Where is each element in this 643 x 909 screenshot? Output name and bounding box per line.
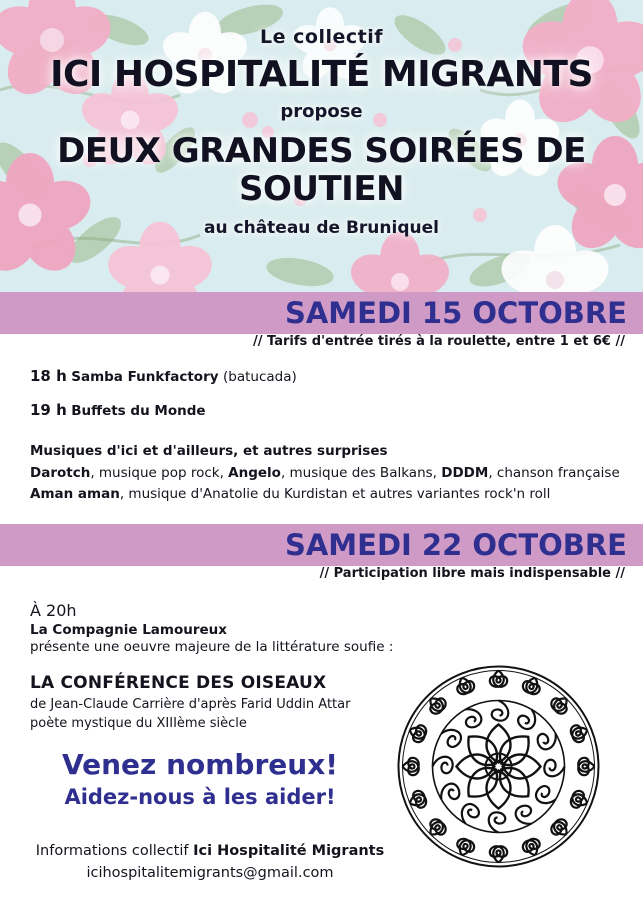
- artist-angelo: Angelo: [228, 465, 281, 482]
- subtitle: [0, 132, 643, 208]
- credit-line-2: poète mystique du XIIIème siècle: [30, 715, 247, 731]
- date-band-2: [0, 524, 643, 566]
- event-time: À 20h: [30, 601, 77, 620]
- contact-line: [0, 843, 420, 859]
- page-title: ICI HOSPITALITÉ MIGRANTS: [50, 54, 593, 95]
- date-label-2: SAMEDI 22 OCTOBRE: [284, 528, 627, 562]
- price-note-1: // Tarifs d'entrée tirés à la roulette, entre 1 et 6€ //: [253, 334, 625, 349]
- list-item: [30, 401, 643, 419]
- artist-aman-aman-desc: , musique d'Anatolie du Kurdistan et autres variantes rock'n roll: [119, 485, 551, 502]
- work-title: LA CONFÉRENCE DES OISEAUX: [30, 673, 327, 693]
- work-credit: [30, 696, 410, 734]
- propose-line: propose: [280, 101, 363, 122]
- event-description: présente une oeuvre majeure de la littérature soufie :: [30, 639, 394, 655]
- participation-note-2: // Participation libre mais indispensable //: [319, 566, 625, 581]
- date-label-1: SAMEDI 15 OCTOBRE: [284, 296, 627, 330]
- event-details-2: [0, 601, 410, 734]
- artist-darotch-desc: , musique pop rock,: [90, 465, 229, 482]
- blurb-heading: Musiques d'ici et d'ailleurs, et autres surprises: [30, 443, 388, 459]
- contact-email[interactable]: icihospitalitemigrants@gmail.com: [86, 865, 334, 881]
- event-section-1: [0, 334, 643, 504]
- call-to-action: [0, 748, 400, 809]
- act-hour: 18 h: [30, 367, 67, 385]
- artist-darotch: Darotch: [30, 465, 91, 482]
- act-name: Buffets du Monde: [71, 403, 206, 419]
- act-extra: (batucada): [222, 369, 297, 385]
- artist-dddm-desc: , chanson française: [488, 465, 620, 482]
- company-name: La Compagnie Lamoureux: [30, 622, 227, 638]
- subtitle-line-1: DEUX GRANDES SOIRÉES DE: [57, 131, 586, 171]
- mandala-ornament: [396, 664, 601, 869]
- contact-prefix: Informations collectif: [35, 843, 194, 859]
- subtitle-line-2: SOUTIEN: [238, 169, 405, 210]
- poster-header: [0, 26, 643, 238]
- footer: [0, 843, 420, 881]
- act-hour: 19 h: [30, 401, 67, 419]
- lineup-list-1: [0, 367, 643, 419]
- venue-line: au château de Bruniquel: [204, 218, 439, 239]
- collective-line: Le collectif: [260, 26, 383, 48]
- date-band-1: [0, 292, 643, 334]
- cta-line-2: Aidez-nous à les aider!: [64, 785, 336, 809]
- list-item: [30, 367, 643, 385]
- contact-collective-name: Ici Hospitalité Migrants: [193, 843, 385, 859]
- act-name: Samba Funkfactory: [71, 369, 219, 385]
- artist-aman-aman: Aman aman: [30, 485, 120, 502]
- mandala-icon: [396, 664, 601, 869]
- credit-line-1: de Jean-Claude Carrière d'après Farid Uddin Attar: [30, 697, 351, 712]
- music-blurb: [0, 441, 643, 504]
- artist-angelo-desc: , musique des Balkans,: [280, 465, 442, 482]
- artist-dddm: DDDM: [441, 465, 489, 482]
- cta-line-1: Venez nombreux!: [61, 748, 339, 781]
